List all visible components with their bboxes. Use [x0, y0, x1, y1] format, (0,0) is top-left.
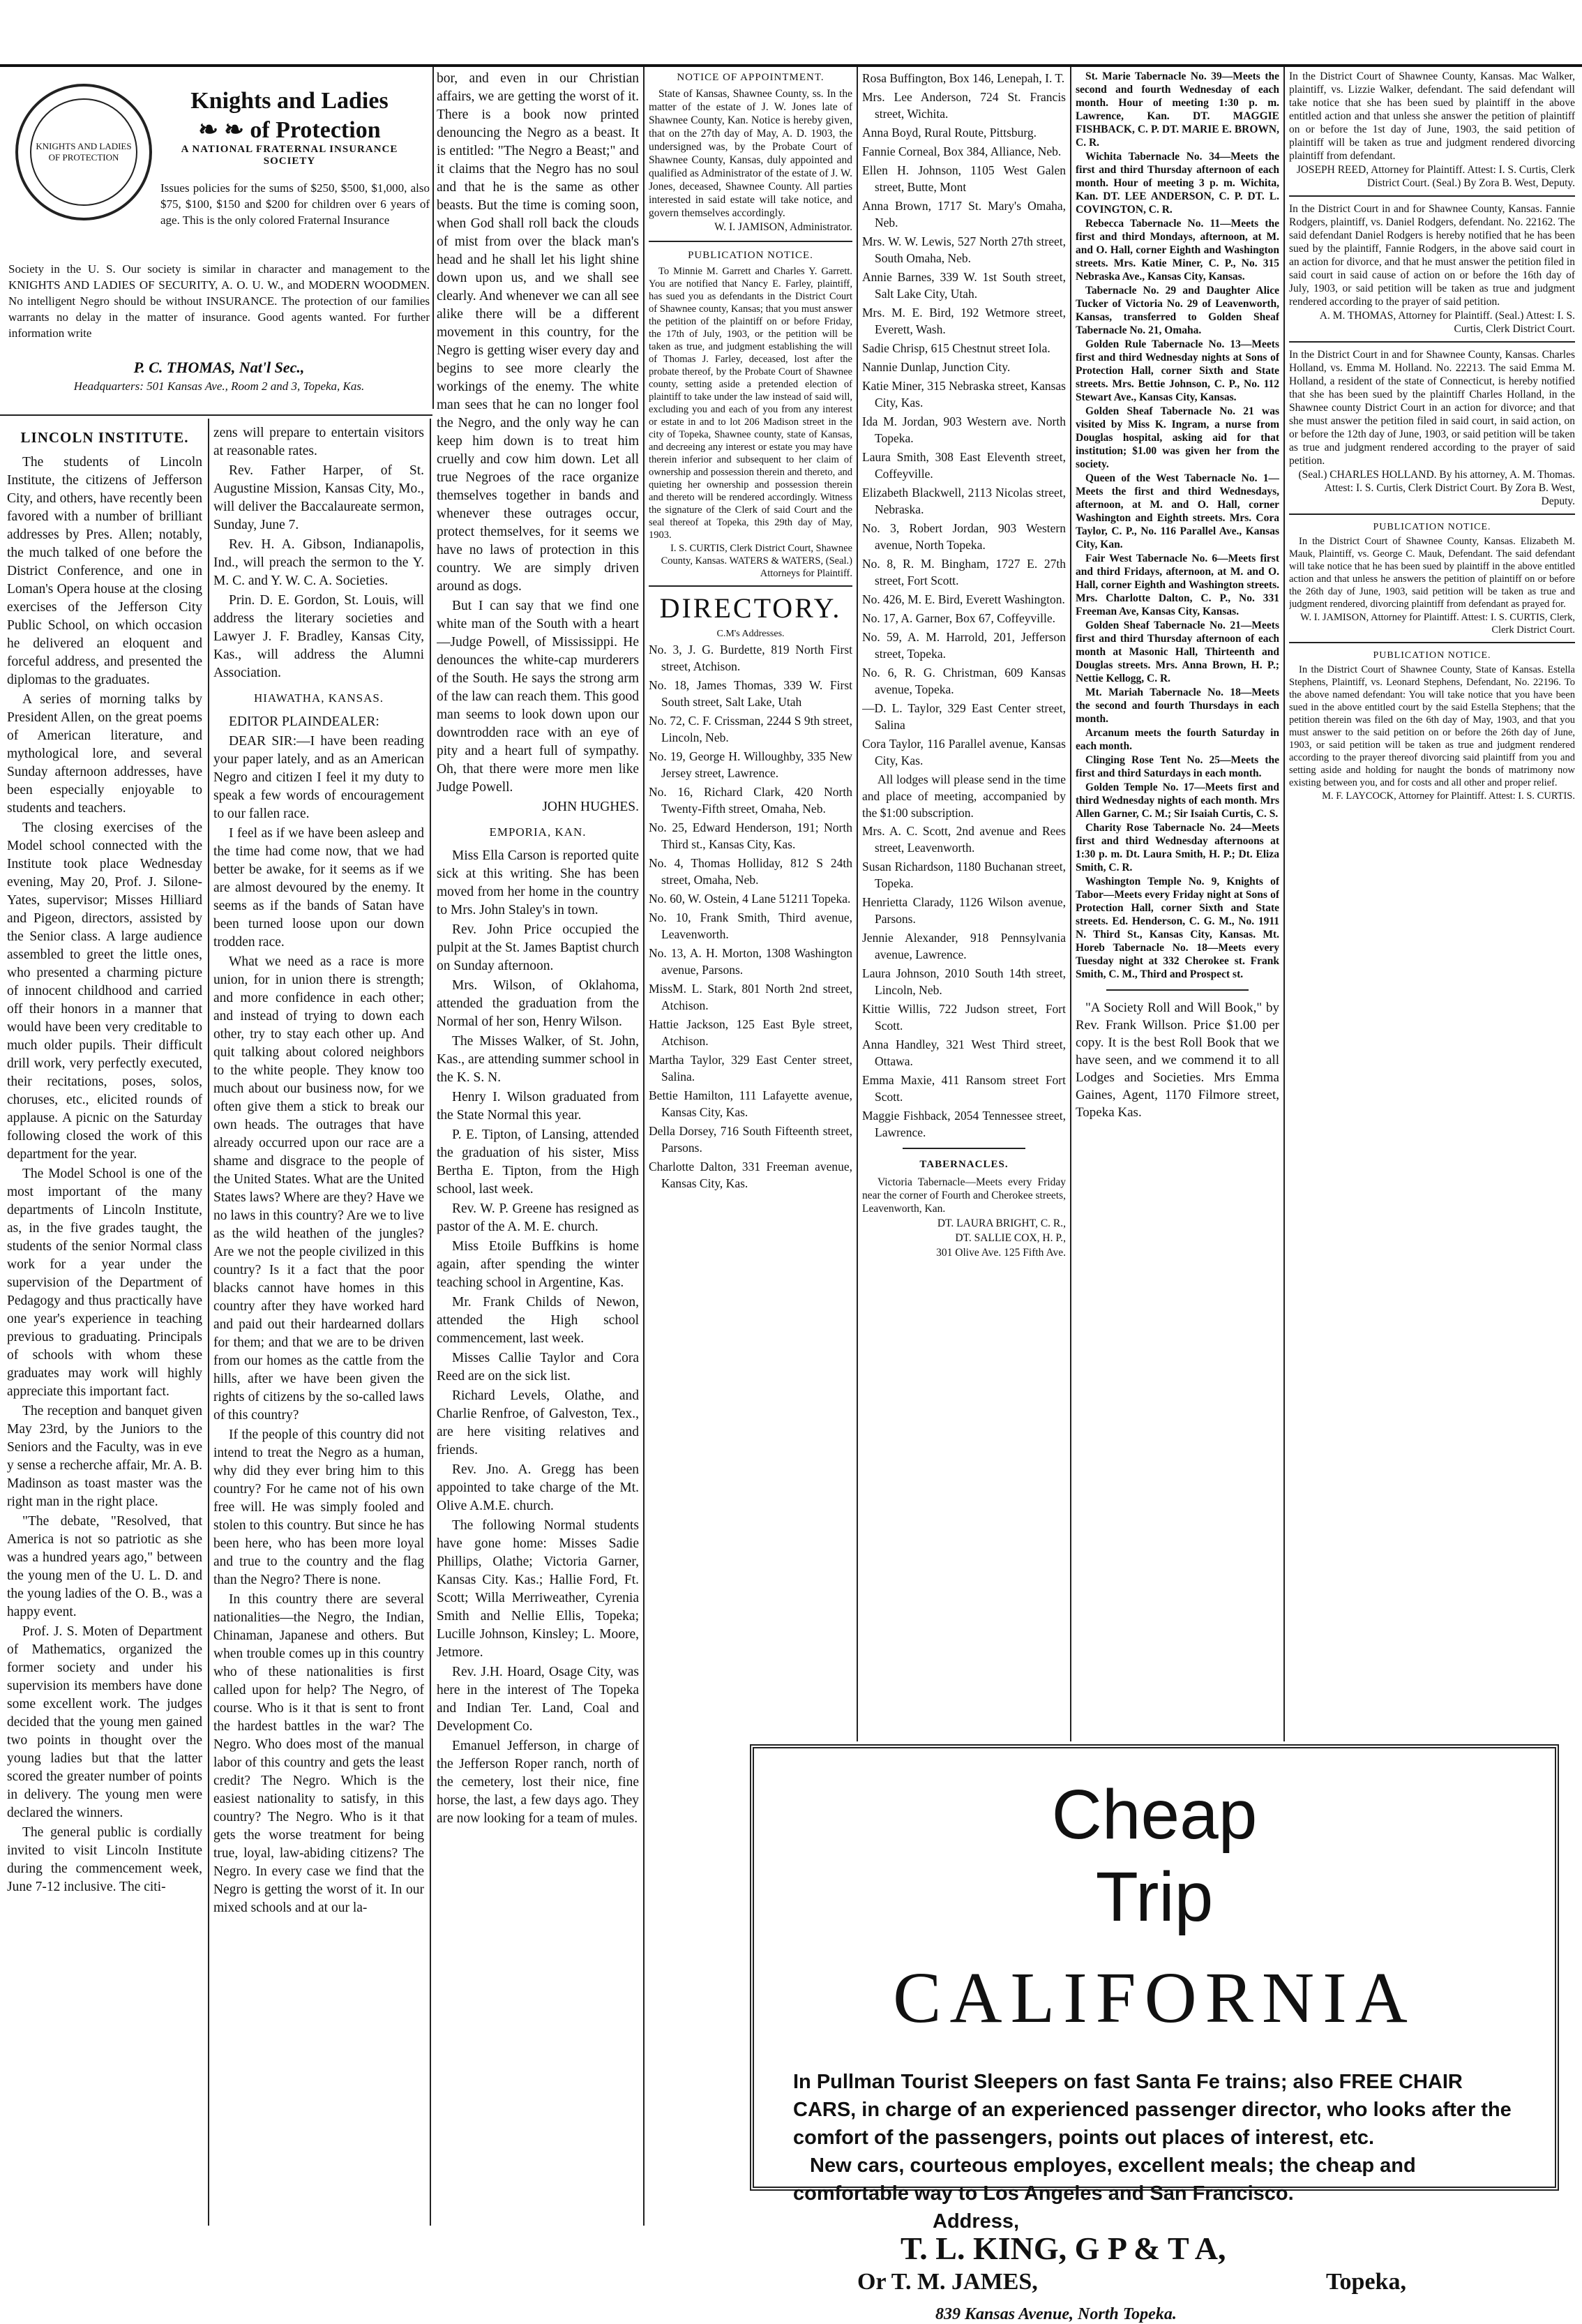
- ad-address-label: Address,: [933, 2210, 1020, 2233]
- directory-entry: No. 3, Robert Jordan, 903 Western avenue, North Topeka.: [862, 521, 1066, 552]
- directory-entry: Anna Handley, 321 West Third street, Ottawa.: [862, 1037, 1066, 1068]
- paragraph: If the people of this country did not intend to treat the Negro as a human, why did they ever bring him to this country? For he came not of his own free will. He was simply fooled and stolen to this country. But since he has been here, who has been more loyal and true to the country and the flag than the Negro? There is none.: [213, 1427, 424, 1587]
- news-item: The following Normal students have gone home: Misses Sadie Phillips, Olathe; Victoria Garner, Kansas City. Kas.; Hallie Ford, Ft. Scott; Willa Merriweather, Cyrenia Smith and Nellie Ellis, Topeka; Lucille Johnson, Kinsley; L. Moore, Jetmore.: [437, 1518, 639, 1660]
- directory-entry: No. 426, M. E. Bird, Everett Washington.: [862, 592, 1065, 606]
- paragraph: "The debate, "Resolved, that America is not so patriotic as she was a hundred years ago," between the young men of the U. L. D. and the young ladies of the O. B., was a happy event.: [7, 1514, 202, 1619]
- directory-entry: No. 8, R. M. Bingham, 1727 E. 27th street, Fort Scott.: [862, 557, 1066, 587]
- paragraph: DEAR SIR:—I have been reading your paper lately, and as an American Negro and citizen I feel it my duty to speak a few words of encouragement to our fallen race.: [213, 734, 424, 821]
- directory-entry: MissM. L. Stark, 801 North 2nd street, Atchison.: [649, 982, 852, 1012]
- directory-entry: No. 72, C. F. Crissman, 2244 S 9th street, Lincoln, Neb.: [649, 714, 852, 744]
- directory-entry: Mrs. W. W. Lewis, 527 North 27th street, South Omaha, Neb.: [862, 234, 1066, 265]
- publication-notice-title: PUBLICATION NOTICE.: [1373, 650, 1491, 661]
- directory-list: [862, 70, 1066, 769]
- paragraph: The closing exercises of the Model school connected with the Institute took place Wednesday evening, May 20, Prof. J. Silone-Yates, supervisor; Misses Hilliard and Pigeon, directors, assisted by the Senior class. A large audience assembled to greet the little ones, who presented a charming picture of innocent childhood and carried off their honors in a manner that would have been very creditable to much older pupils. Their difficult drill work, very perfectly executed, their recitations, poses, solos, choruses, etc., elicited rounds of applause. A picnic on the Saturday following closed the work of this department for the year.: [7, 820, 202, 1162]
- news-item: Mrs. Wilson, of Oklahoma, attended the graduation from the Normal of her son, Henry Wilson.: [437, 978, 639, 1029]
- notice-signature: W. I. JAMISON, Attorney for Plaintiff. Attest: I. S. CURTIS, Clerk, Clerk District Court.: [1300, 612, 1575, 636]
- paragraph: But I can say that we find one white man of the South with a heart—Judge Powell, of Mississippi. He denounces the white-cap murderers of the South. He says the strong arm of the law can reach them. This good man seems to look down upon our downtrodden race with an eye of pity and a heart full of sympathy. Oh, that there were more men like Judge Powell.: [437, 599, 639, 795]
- news-item: Richard Levels, Olathe, and Charlie Renfroe, of Galveston, Tex., are here visiting relatives and friends.: [437, 1388, 639, 1457]
- directory-list: [649, 641, 852, 1192]
- news-item: P. E. Tipton, of Lansing, attended the graduation of his sister, Miss Bertha E. Tipton, from the High school, last week.: [437, 1127, 639, 1197]
- kl-subtitle-line1: A NATIONAL FRATERNAL INSURANCE: [181, 144, 398, 155]
- top-rule: [0, 64, 1582, 67]
- tabernacle-item: Mt. Mariah Tabernacle No. 18—Meets the second and fourth Thursdays in each month.: [1076, 687, 1279, 725]
- tabernacle-item: Golden Sheaf Tabernacle No. 21—Meets first and third Thursday afternoon of each month at Masonic Hall, Thirteenth and Douglas streets. Mrs. Anna Brown, H. P.; Nettie Kellogg, C. R.: [1076, 620, 1279, 684]
- paragraph: In this country there are several nationalities—the Negro, the Indian, Chinaman, Japanese and others. But when trouble comes up in this country who of these nationalities is first called upon for help? The Negro, of course. Who is it that is sent to front the hardest battles in the war? The Negro. Who does most of the manual labor of this country and gets the least credit? The Negro. Which is the easiest nationality to satisfy, in this country? The Negro. Who is it that gets the worse treatment for being true, loyal, law-abiding citizens? The Negro. In every case we find that the Negro is getting the worst of it. In our mixed schools and at our la-: [213, 1592, 424, 1915]
- column-notices: [649, 70, 852, 1737]
- roll-book-ad: "A Society Roll and Will Book," by Rev. Frank Willson. Price $1.00 per copy. It is the best Roll Book that we have seen, and we commend it to all Lodges and Societies. Mrs Emma Gaines, Agent, 1170 Filmore street, Topeka Kas.: [1076, 1000, 1279, 1120]
- directory-entry: Ida M. Jordan, 903 Western ave. North Topeka.: [862, 414, 1066, 445]
- directory-entry: Fannie Corneal, Box 384, Alliance, Neb.: [862, 144, 1062, 158]
- column-lincoln: [7, 424, 202, 2224]
- news-item: Miss Ella Carson is reported quite sick at this writing. She has been moved from her home in the country to Mrs. John Staley's in town.: [437, 848, 639, 917]
- kl-title-line2: ❧ ❧ of Protection: [198, 117, 381, 143]
- ad-body: [793, 2068, 1519, 2235]
- column-divider: [1283, 67, 1285, 1741]
- notice-body: State of Kansas, Shawnee County, ss. In the matter of the estate of J. W. Jones late of Shawnee County, Kan. Notice is hereby given, that on the 27th day of May, A. D. 1903, the undersigned was, by the Probate Court of Shawnee County, Kansas, duly appointed and qualified as Administrator of the estate of J. W. Jones, deceased, Shawnee County. All parties interested in said estate will take notice, and govern themselves accordingly.: [649, 88, 852, 219]
- news-item: Mr. Frank Childs of Newon, attended the High school commencement, last week.: [437, 1295, 639, 1346]
- directory-entry: No. 25, Edward Henderson, 191; North Third st., Kansas City, Kas.: [649, 820, 852, 851]
- notice-signature: A. M. THOMAS, Attorney for Plaintiff. (Seal.) Attest: I. S. Curtis, Clerk District Court.: [1319, 310, 1575, 335]
- directory-entry: Maggie Fishback, 2054 Tennessee street, Lawrence.: [862, 1109, 1066, 1139]
- directory-entry: No. 60, W. Ostein, 4 Lane 51211 Topeka.: [649, 892, 851, 906]
- tabernacle-item: Queen of the West Tabernacle No. 1—Meets the first and third Wednesdays, afternoon, at M. and O. Hall, corner Washington and Eighth streets. Mrs. Cora Taylor, C. P., No. 116 Parallel Ave., Kansas City, Kan.: [1076, 472, 1279, 550]
- kl-signature: P. C. THOMAS, Nat'l Sec.,: [133, 359, 305, 376]
- directory-entry: Kittie Willis, 722 Judson street, Fort Scott.: [862, 1002, 1066, 1033]
- directory-entry: Elizabeth Blackwell, 2113 Nicolas street, Nebraska.: [862, 486, 1066, 516]
- column-court-notices: [1289, 70, 1575, 1737]
- directory-entry: No. 17, A. Garner, Box 67, Coffeyville.: [862, 611, 1055, 625]
- tabernacle-item: Golden Rule Tabernacle No. 13—Meets first and third Wednesday nights at Sons of Protection Hall, corner Sixth and State streets. Mrs. Bettie Johnson, C. P., No. 112 Stewart Ave., Kansas City, Kansas.: [1076, 338, 1279, 403]
- paragraph: zens will prepare to entertain visitors at reasonable rates.: [213, 426, 424, 458]
- ad-signature-james: Or T. M. JAMES,: [857, 2269, 1038, 2295]
- column-divider: [208, 419, 209, 2226]
- salutation: EDITOR PLAINDEALER:: [229, 714, 379, 729]
- kl-body: Issues policies for the sums of $250, $500, $1,000, also $75, $100, $150 and $200 for children over 6 years of age. This is the only colored Fraternal Insurance: [160, 181, 430, 227]
- paragraph: Rev. H. A. Gibson, Indianapolis, Ind., will preach the sermon to the Y. M. C. and Y. W. C. A. Societies.: [213, 537, 424, 588]
- directory-entry: Sadie Chrisp, 615 Chestnut street Iola.: [862, 341, 1050, 355]
- emporia-dateline: EMPORIA, KAN.: [489, 825, 587, 839]
- tabernacle-item: Washington Temple No. 9, Knights of Tabor—Meets every Friday night at Sons of Protection Hall, corner Sixth and State streets. Ed. Henderson, C. G. M., No. 1911 N. Third St., Kansas City, Kansas. Mt. Horeb Tabernacle No. 18—Meets every Tuesday night at 332 Cherokee st. Frank Smith, C. M., Third and Prospect st.: [1076, 876, 1279, 980]
- paragraph: The students of Lincoln Institute, the citizens of Jefferson City, and others, have recently been favored with a number of brilliant addresses by Pres. Allen; notably, the much talked of one before the District Conference, and one in Loman's Opera house at the closing exercises of the Jefferson City Public School, on which occasion he delivered an eloquent and forceful address, and presented the diplomas to the graduates.: [7, 455, 202, 687]
- seal-emblem: [15, 84, 152, 220]
- column-tabernacles: [1076, 70, 1279, 1737]
- tabernacle-officer: DT. SALLIE COX, H. P.,: [955, 1232, 1066, 1244]
- notice-appointment-title: NOTICE OF APPOINTMENT.: [677, 72, 824, 83]
- news-item: Rev. Jno. A. Gregg has been appointed to take charge of the Mt. Olive A.M.E. church.: [437, 1462, 639, 1513]
- directory-entry: —D. L. Taylor, 329 East Center street, Salina: [862, 701, 1066, 732]
- section-divider: [1106, 989, 1249, 991]
- column-divider: [432, 67, 434, 409]
- notice-divider: [1289, 341, 1575, 343]
- tabernacle-address: 301 Olive Ave. 125 Fifth Ave.: [936, 1247, 1066, 1259]
- paragraph: I feel as if we have been asleep and the time had come now, that we had better be awake, for it seems as if we are almost devoured by the enemy. It seems as if the bands of Satan have been turned loose upon our down trodden race.: [213, 826, 424, 950]
- directory-heading: DIRECTORY.: [659, 592, 842, 624]
- paragraph: Rev. Father Harper, of St. Augustine Mission, Kansas City, Mo., will deliver the Baccalaureate sermon, Sunday, June 7.: [213, 463, 424, 532]
- tabernacle-item: Rebecca Tabernacle No. 11—Meets the first and third Mondays, afternoon, at M. and O. Hall, corner Eighth and Washington streets. Mrs. Katie Miner, C. P., No. 315 Nebraska Ave., Kansas City, Kansas.: [1076, 218, 1279, 283]
- directory-entry: No. 19, George H. Willoughby, 335 New Jersey street, Lawrence.: [649, 749, 852, 780]
- ad-line-2: [793, 2152, 1519, 2235]
- directory-entry: No. 16, Richard Clark, 420 North Twenty-Fifth street, Omaha, Neb.: [649, 785, 852, 816]
- directory-entry: No. 3, J. G. Burdette, 819 North First street, Atchison.: [649, 643, 852, 673]
- column-divider: [1070, 67, 1071, 1741]
- notice-divider: [649, 241, 852, 242]
- kl-body-continued: Society in the U. S. Our society is similar in character and management to the KNIGHTS AND LADIES OF SECURITY, A. O. U. W., and MODERN WOODMEN. No intelligent Negro should be without INSURANCE. The protection of our families warrants no delay in the matter of insurance. Good agents wanted. For further information write: [8, 262, 430, 340]
- directory-entry: Della Dorsey, 716 South Fifteenth street, Parsons.: [649, 1124, 852, 1155]
- notice-signature: M. F. LAYCOCK, Attorney for Plaintiff. Attest: I. S. CURTIS.: [1322, 790, 1575, 802]
- directory-entry: Susan Richardson, 1180 Buchanan street, Topeka.: [862, 860, 1066, 890]
- directory-entry: Annie Barnes, 339 W. 1st South street, Salt Lake City, Utah.: [862, 270, 1066, 301]
- court-notice: In the District Court of Shawnee County, State of Kansas. Estella Stephens, Plaintiff, vs. Leonard Stephens, Defendant, No. 22196. To the above named defendant: You will take notice that you have been sued in the above entitled court by the said Estella Stephens; that the petition therein was filed on the 6th day of May, 1903, and that you must answer to the said petition on or before the 26th day of June, 1903, or said petition will be taken as true and judgment rendered according to the prayer thereof divorcing said plaintiff from you and setting aside and holding for naught the bonds of matrimony now existing between you, and for costs and all other and proper relief.: [1289, 664, 1575, 788]
- tabernacle-item: St. Marie Tabernacle No. 39—Meets the second and fourth Wednesday of each month. Hour of meeting 1:30 p. m. Lawrence, Kan. DT. MAGGIE FISHBACK, C. P. DT. MARIE E. BROWN, C. R.: [1076, 70, 1279, 149]
- directory-entry: No. 59, A. M. Harrold, 201, Jefferson street, Topeka.: [862, 630, 1066, 661]
- court-notice: In the District Court of Shawnee County, Kansas. Elizabeth M. Mauk, Plaintiff, vs. George C. Mauk, Defendant. The said defendant will take notice that he has been sued by plaintiff in the above entitled action and that unless he answers the petition of plaintiff on or before the 26th day of June, 1903, said petition will be taken as true and judgment rendered, divorcing plaintiff from defendant as prayed for.: [1289, 536, 1575, 610]
- directory-entry: Cora Taylor, 116 Parallel avenue, Kansas City, Kas.: [862, 737, 1066, 767]
- directory-entry: No. 13, A. H. Morton, 1308 Washington avenue, Parsons.: [649, 946, 852, 977]
- directory-entry: Ellen H. Johnson, 1105 West Galen street, Butte, Mont: [862, 163, 1066, 194]
- california-ad: [750, 1744, 1559, 2323]
- directory-entry: Katie Miner, 315 Nebraska street, Kansas City, Kas.: [862, 379, 1066, 410]
- directory-entry: No. 6, R. G. Christman, 609 Kansas avenue, Topeka.: [862, 666, 1066, 696]
- publication-notice-title: PUBLICATION NOTICE.: [688, 250, 813, 261]
- kl-title: [160, 87, 419, 145]
- directory-entry: Laura Smith, 308 East Eleventh street, Coffeyville.: [862, 450, 1066, 481]
- news-item: Rev. J.H. Hoard, Osage City, was here in the interest of The Topeka and Indian Ter. Land, Coal and Development Co.: [437, 1665, 639, 1734]
- paragraph: Prof. J. S. Moten of Department of Mathematics, organized the former society and under his supervision its members have done some excellent work. The judges decided that the young men gained two points in thought over the young ladies but that the latter scored the greater number of points in delivery. The young men were declared the winners.: [7, 1624, 202, 1820]
- hiawatha-dateline: HIAWATHA, KANSAS.: [253, 691, 384, 705]
- paragraph: What we need as a race is more union, for in union there is strength; and more confidence in each other; and instead of trying to down each other, try to stay each other up. And quit talking about colored neighbors to the white people. They know too much about our business now, for we often give them a stick to break our own heads. The outrages that have already occurred upon our race are a shame and disgrace to the people of the United States. What are the United States laws? Where are they? Have we no laws in this country? Are we to live as the wild heathen of the jungles? Are we not the people civilized in this country? Is it a fact that the poor blacks cannot have homes in this country after they have worked hard and paid out their hardearned dollars for them; and that we are to be driven from our homes as the cattle from the hills, after we have been given the rights of citizens by the so-called laws of this country?: [213, 954, 424, 1423]
- column-divider: [643, 67, 645, 2226]
- tabernacle-item: Tabernacle No. 29 and Daughter Alice Tucker of Victoria No. 29 of Leavenworth, Kansas, transferred to Golden Sheaf Tabernacle No. 21, Omaha.: [1076, 285, 1279, 336]
- kl-headquarters: Headquarters: 501 Kansas Ave., Room 2 and 3, Topeka, Kas.: [73, 380, 365, 393]
- ad-line-text: New cars, courteous employes, excellent meals; the cheap and comfortable way to Los Angeles and San Francisco.: [793, 2154, 1416, 2205]
- letter-signature: JOHN HUGHES.: [542, 800, 639, 814]
- directory-entry: Nannie Dunlap, Junction City.: [862, 360, 1011, 374]
- news-item: Miss Etoile Buffkins is home again, after spending the winter teaching school in Argentine, Kas.: [437, 1239, 639, 1290]
- tabernacle-item: Fair West Tabernacle No. 6—Meets first and third Fridays, afternoon, at M. and O. Hall, corner Eighth and Washington streets. Mrs. Charlotte Dalton, C. P., No. 331 Freeman Ave, Kansas City, Kansas.: [1076, 553, 1279, 617]
- seal-text: KNIGHTS AND LADIES OF PROTECTION: [30, 98, 137, 206]
- directory-entry: Rosa Buffington, Box 146, Lenepah, I. T.: [862, 71, 1065, 85]
- ad-cheap: Cheap: [1051, 1776, 1258, 1854]
- directory-list: [862, 823, 1066, 1141]
- column-divider: [857, 67, 858, 1741]
- paragraph: The Model School is one of the most important of the many departments of Lincoln Institute, as, in the five grades taught, the students of the senior Normal class work for a year under the supervision of the Department of Pedagogy and thus practically have one year's experience in teaching previous to graduating. Principals of schools with whom these graduates may work will highly appreciate this important fact.: [7, 1167, 202, 1399]
- ad-trip: Trip: [1095, 1858, 1214, 1936]
- notice-signature: W. I. JAMISON, Administrator.: [714, 221, 852, 233]
- tabernacles-heading: TABERNACLES.: [919, 1159, 1009, 1170]
- notice-signature: (Seal.) CHARLES HOLLAND. By his attorney, A. M. Thomas. Attest: I. S. Curtis, Clerk District Court. By Zora B. West, Deputy.: [1298, 469, 1575, 507]
- tabernacle-item: Clinging Rose Tent No. 25—Meets the first and third Saturdays in each month.: [1076, 754, 1279, 779]
- paragraph: The general public is cordially invited to visit Lincoln Institute during the commencement week, June 7-12 inclusive. The citi-: [7, 1825, 202, 1894]
- column-directory-continued: [862, 70, 1066, 1737]
- directory-entry: No. 18, James Thomas, 339 W. First South street, Salt Lake, Utah: [649, 678, 852, 709]
- publication-notice-title: PUBLICATION NOTICE.: [1373, 522, 1491, 532]
- directory-entry: Mrs. A. C. Scott, 2nd avenue and Rees street, Leavenworth.: [862, 824, 1066, 855]
- directory-entry: Emma Maxie, 411 Ransom street Fort Scott.: [862, 1073, 1066, 1104]
- ad-address: 839 Kansas Avenue, North Topeka.: [935, 2305, 1177, 2323]
- court-notice: In the District Court in and for Shawnee County, Kansas. Fannie Rodgers, plaintiff, vs. Daniel Rodgers, defendant. No. 22162. The said defendant Daniel Rodgers is hereby notified that he has been sued by the plaintiff, Fannie Rodgers, in the above said court in an action for divorce, and that he must answer the petition filed in said court in said cause of action on or before the 16th day of July, 1903, or said petition will be taken as true and judgment rendered according to the prayer of said petition.: [1289, 203, 1575, 308]
- tabernacle-item: Charity Rose Tabernacle No. 24—Meets first and third Wednesday afternoons at 1:30 p. m. Dt. Laura Smith, H. P.; Dt. Eliza Smith, C. R.: [1076, 822, 1279, 874]
- news-item: Rev. John Price occupied the pulpit at the St. James Baptist church on Sunday afternoon.: [437, 922, 639, 973]
- tabernacle-item: Arcanum meets the fourth Saturday in each month.: [1076, 727, 1279, 752]
- directory-entry: Anna Boyd, Rural Route, Pittsburg.: [862, 126, 1037, 140]
- ad-line: In Pullman Tourist Sleepers on fast Santa Fe trains; also FREE CHAIR CARS, in charge of an experienced passenger director, who looks after the comfort of the passengers, points out places of interest, etc.: [793, 2071, 1512, 2149]
- notice-divider: [649, 585, 852, 587]
- tabernacle-item: Wichita Tabernacle No. 34—Meets the first and third Thursday afternoon of each month. Hour of meeting 3 p. m. Wichita, Kan. DT. LEE ANDERSON, C. P. DT. L. COVINGTON, C. R.: [1076, 151, 1279, 216]
- ad-california: CALIFORNIA: [893, 1958, 1416, 2038]
- notice-signature: I. S. CURTIS, Clerk District Court, Shawnee County, Kansas. WATERS & WATERS, (Seal.) Attorneys for Plaintiff.: [661, 543, 852, 579]
- court-notice: In the District Court of Shawnee County, Kansas. Mac Walker, plaintiff, vs. Lizzie Walker, defendant. The said defendant will take notice that she has been sued by plaintiff in the above entitled action and that unless she answer the petition of plaintiff on or before the 1st day of June, 1903, the said petition of plaintiff will be taken as true and judgment rendered divorcing plaintiff from defendant.: [1289, 70, 1575, 162]
- notice-body: To Minnie M. Garrett and Charles Y. Garrett. You are notified that Nancy E. Farley, plaintiff, has sued you as defendants in the District Court of Shawnee county, Kansas; that you must answer the petition of the plaintiff on or before Friday, the 17th of July, 1903, or the petition will be taken as true, and judgment establishing the will of Thomas J. Farley, deceased, lost after the probate thereof, by the Probate Court of Shawnee county, setting aside a pretended election of plaintiff to take under the law instead of said will, excluding you and each of you from any interest or estate in and to lot 206 Madison street in the city of Topeka, Shawnee county, state of Kansas, and decreeing any interest or estate you may have therein inferior and subsequent to her claim of ownership and possession therein and thereto, and quieting her ownership and possession therein and thereto will be rendered accordingly. Witness the signature of the Clerk of said Court and the seal thereof at Topeka, this 29th day of May, 1903.: [649, 266, 852, 541]
- news-item: Henry I. Wilson graduated from the State Normal this year.: [437, 1090, 639, 1123]
- ad-signature-city: Topeka,: [1326, 2269, 1406, 2295]
- paragraph: The reception and banquet given May 23rd, by the Juniors to the Seniors and the Faculty, was in eve y sense a recherche affair, Mr. A. B. Madinson as toast master was the right man in the right place.: [7, 1404, 202, 1509]
- notice-divider: [1289, 642, 1575, 643]
- directory-entry: Henrietta Clarady, 1126 Wilson avenue, Parsons.: [862, 895, 1066, 926]
- paragraph: A series of morning talks by President Allen, on the great poems of American literature, and mythological lore, and several Sunday afternoon addresses, have been especially enjoyable to students and teachers.: [7, 692, 202, 816]
- tabernacle-officer: DT. LAURA BRIGHT, C. R.,: [937, 1217, 1066, 1229]
- directory-entry: Hattie Jackson, 125 East Byle street, Atchison.: [649, 1017, 852, 1048]
- notice-signature: JOSEPH REED, Attorney for Plaintiff. Attest: I. S. Curtis, Clerk District Court. (Seal.) By Zora B. West, Deputy.: [1296, 164, 1575, 189]
- column-divider: [430, 419, 431, 2226]
- directory-entry: Mrs. Lee Anderson, 724 St. Francis street, Wichita.: [862, 90, 1066, 121]
- kl-subtitle: [160, 144, 419, 167]
- lincoln-headline: LINCOLN INSTITUTE.: [20, 429, 189, 446]
- directory-entry: Martha Taylor, 329 East Center street, Salina.: [649, 1053, 852, 1084]
- kl-title-line1: Knights and Ladies: [190, 88, 389, 114]
- lodges-notice: All lodges will please send in the time and place of meeting, accompanied by the $1:00 subscription.: [862, 772, 1066, 820]
- column-emporia: [437, 70, 639, 2224]
- directory-subheading: C.M's Addresses.: [716, 629, 785, 639]
- directory-entry: Bettie Hamilton, 111 Lafayette avenue, Kansas City, Kas.: [649, 1088, 852, 1119]
- kl-subtitle-line2: SOCIETY: [263, 156, 316, 167]
- tabernacle-item: Victoria Tabernacle—Meets every Friday near the corner of Fourth and Cherokee streets, Leavenworth, Kan.: [862, 1176, 1066, 1215]
- tabernacle-item: Golden Sheaf Tabernacle No. 21 was visited by Miss K. Ingram, a nurse from Douglas hospital, asking aid for that institution; $1.00 was given her from the society.: [1076, 405, 1279, 470]
- news-item: Emanuel Jefferson, in charge of the Jefferson Roper ranch, north of the cemetery, lost their nice, fine horse, the last, a few days ago. They are now looking for a team of mules.: [437, 1739, 639, 1826]
- news-item: Rev. W. P. Greene has resigned as pastor of the A. M. E. church.: [437, 1201, 639, 1234]
- directory-entry: No. 10, Frank Smith, Third avenue, Leavenworth.: [649, 910, 852, 941]
- section-divider: [903, 1148, 1025, 1149]
- court-notice: In the District Court in and for Shawnee County, Kansas. Charles Holland, vs. Emma M. Holland. No. 22213. The said Emma M. Holland, a resident of the state of Connecticut, is hereby notified that she has been sued by the plaintiff Charles Holland, in the Shawnee county District Court in an action for divorce; and that she must answer the petition filed in said court, in said action, on or before the 12th day of June, 1903, or said petition will be taken as true and judgment rendered according to the prayer of said petition.: [1289, 349, 1575, 467]
- directory-entry: Charlotte Dalton, 331 Freeman avenue, Kansas City, Kas.: [649, 1160, 852, 1190]
- ad-signature-king: T. L. KING, G P & T A,: [901, 2231, 1226, 2266]
- news-item: The Misses Walker, of St. John, Kas., are attending summer school in the K. S. N.: [437, 1034, 639, 1085]
- paragraph: Prin. D. E. Gordon, St. Louis, will address the literary societies and Lawyer J. F. Bradley, Kansas City, Kas., will address the Alumni Association.: [213, 593, 424, 680]
- directory-entry: Mrs. M. E. Bird, 192 Wetmore street, Everett, Wash.: [862, 306, 1066, 336]
- notice-divider: [1289, 513, 1575, 515]
- news-item: Misses Callie Taylor and Cora Reed are on the sick list.: [437, 1351, 639, 1384]
- ad-divider: [0, 414, 432, 416]
- notice-divider: [1289, 195, 1575, 197]
- directory-entry: Anna Brown, 1717 St. Mary's Omaha, Neb.: [862, 199, 1066, 230]
- column-letter: [213, 424, 424, 2224]
- directory-entry: Laura Johnson, 2010 South 14th street, Lincoln, Neb.: [862, 966, 1066, 997]
- tabernacle-item: Golden Temple No. 17—Meets first and third Wednesday nights of each month. Mrs Allen Garner, C. M.; Sir Isaiah Curtis, C. S.: [1076, 781, 1279, 820]
- paragraph: bor, and even in our Christian affairs, we are getting the worst of it. There is a book now printed denouncing the Negro as a beast. It is entitled: "The Negro a Beast;" and it claims that the Negro has no soul and that he is the same as other beasts. But the time is coming soon, when God shall roll back the clouds of mist from over the black man's head and he shall let his light shine down upon us, and we shall see clearly. And whenever we can all see alike there will be a different movement in this country, for the Negro is getting wiser every day and begins to see more clearly the workings of the enemy. The white man sees that he can no longer fool the Negro, and the only way he can keep him down is to treat him cruelly and cow him down. Let all true Negroes of the race organize themselves together in bands and whenever these outrages occur, protect themselves, for it seems we have no laws of protection in this country. We are simply driven around as dogs.: [437, 71, 639, 594]
- directory-entry: Jennie Alexander, 918 Pennsylvania avenue, Lawrence.: [862, 931, 1066, 961]
- tabernacle-list: [1076, 70, 1279, 981]
- directory-entry: No. 4, Thomas Holliday, 812 S 24th street, Omaha, Neb.: [649, 856, 852, 887]
